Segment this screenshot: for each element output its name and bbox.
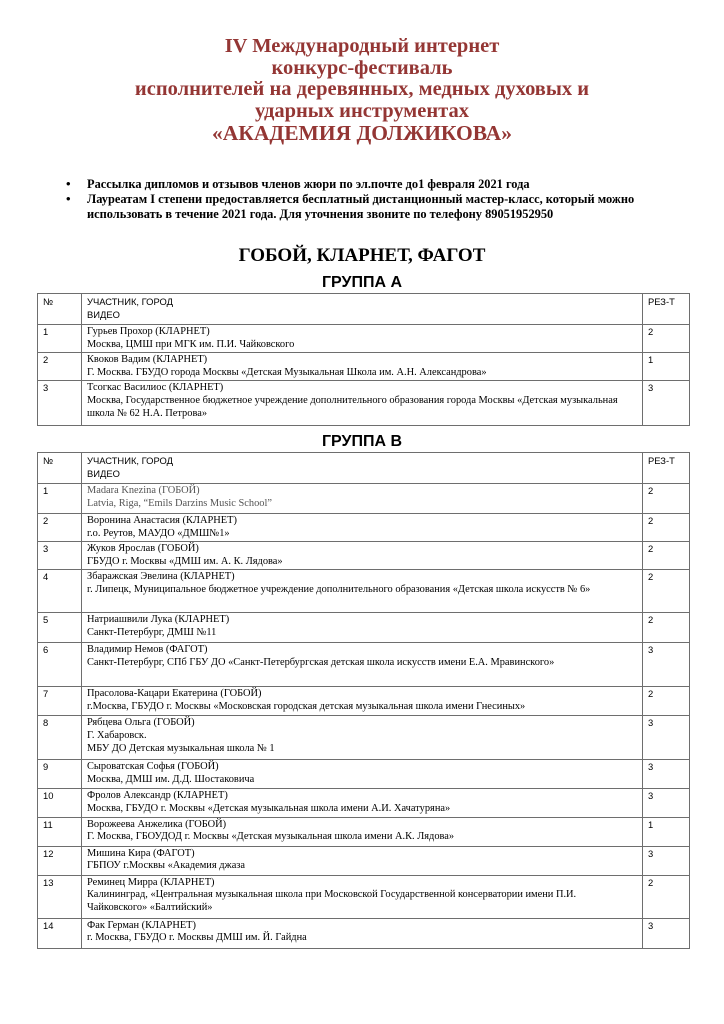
table-header-row <box>38 453 690 484</box>
row-num: 10 <box>38 789 82 817</box>
title-line: IV Международный интернет <box>224 35 500 57</box>
announcement-item: • Рассылка дипломов и отзывов членов жюри по эл.почте до1 февраля 2021 года <box>66 177 676 192</box>
title-academy-name: «АКАДЕМИЯ ДОЛЖИКОВА» <box>212 120 512 145</box>
row-result: 2 <box>643 484 690 514</box>
row-result: 2 <box>643 613 690 643</box>
row-participant: Сыроватская Софья (ГОБОЙ) Москва, ДМШ им. Д.Д. Шостаковича <box>82 760 643 789</box>
row-num: 11 <box>38 817 82 846</box>
row-num: 1 <box>38 325 82 353</box>
row-num: 2 <box>38 514 82 542</box>
table-row <box>38 484 690 514</box>
row-num: 2 <box>38 353 82 381</box>
row-num: 13 <box>38 875 82 918</box>
header-participant: УЧАСТНИК, ГОРОД ВИДЕО <box>82 453 643 484</box>
row-participant: Ворожеева Анжелика (ГОБОЙ) Г. Москва, ГБОУДОД г. Москвы «Детская музыкальная школа имени А.К. Лядова» <box>82 817 643 846</box>
table-row <box>38 687 690 716</box>
row-result: 3 <box>643 716 690 760</box>
row-result: 2 <box>643 570 690 613</box>
section-title: ГОБОЙ, КЛАРНЕТ, ФАГОТ <box>238 245 486 266</box>
header-num: № <box>38 294 82 325</box>
table-row <box>38 542 690 570</box>
table-row <box>38 643 690 687</box>
group-b-title: ГРУППА В <box>321 433 403 450</box>
row-participant: Фак Герман (КЛАРНЕТ) г. Москва, ГБУДО г. Москвы ДМШ им. Й. Гайдна <box>82 918 643 948</box>
title-line: ударных инструментах <box>254 100 470 123</box>
row-num: 4 <box>38 570 82 613</box>
row-participant: Жуков Ярослав (ГОБОЙ) ГБУДО г. Москвы «ДМШ им. А. К. Лядова» <box>82 542 643 570</box>
table-row <box>38 613 690 643</box>
row-participant: Воронина Анастасия (КЛАРНЕТ) г.о. Реутов, МАУДО «ДМШ№1» <box>82 514 643 542</box>
row-participant: Madara Knezina (ГОБОЙ) Latvia, Riga, “Emils Darzins Music School” <box>82 484 643 514</box>
row-num: 6 <box>38 643 82 687</box>
row-result: 2 <box>643 875 690 918</box>
table-row <box>38 789 690 817</box>
table-row <box>38 875 690 918</box>
row-participant: Рябцева Ольга (ГОБОЙ) Г. Хабаровск. МБУ ДО Детская музыкальная школа № 1 <box>82 716 643 760</box>
row-result: 2 <box>643 325 690 353</box>
table-row <box>38 514 690 542</box>
row-result: 2 <box>643 514 690 542</box>
row-participant: Прасолова-Кацари Екатерина (ГОБОЙ) г.Москва, ГБУДО г. Москвы «Московская городская детская музыкальная школа имени Гнесиных» <box>82 687 643 716</box>
row-num: 3 <box>38 542 82 570</box>
row-participant: Квоков Вадим (КЛАРНЕТ) Г. Москва. ГБУДО города Москвы «Детская Музыкальная Школа им. А.Н. Александрова» <box>82 353 643 381</box>
table-row <box>38 760 690 789</box>
header-result: РЕЗ-Т <box>643 294 690 325</box>
row-num: 14 <box>38 918 82 948</box>
row-result: 1 <box>643 817 690 846</box>
row-result: 2 <box>643 687 690 716</box>
row-participant: Тсогкас Василиос (КЛАРНЕТ) Москва, Государственное бюджетное учреждение дополнительного образования города Москвы «Детская музыкальная школа № 62 Н.А. Петрова» <box>82 381 643 426</box>
row-participant: Натриашвили Лука (КЛАРНЕТ) Санкт-Петербург, ДМШ №11 <box>82 613 643 643</box>
group-a-table <box>37 293 690 426</box>
row-num: 9 <box>38 760 82 789</box>
table-row <box>38 846 690 875</box>
table-row <box>38 817 690 846</box>
table-row <box>38 570 690 613</box>
announcement-item: • Лауреатам I степени предоставляется бесплатный дистанционный мастер-класс, который можно использовать в течение 2021 года. Для уточнения звоните по телефону 89051952950 <box>66 192 676 222</box>
row-num: 1 <box>38 484 82 514</box>
row-result: 1 <box>643 353 690 381</box>
announcements-list <box>66 177 676 221</box>
header-participant: УЧАСТНИК, ГОРОД ВИДЕО <box>82 294 643 325</box>
row-num: 8 <box>38 716 82 760</box>
table-row <box>38 353 690 381</box>
row-num: 3 <box>38 381 82 426</box>
row-result: 3 <box>643 760 690 789</box>
row-participant: Збаражская Эвелина (КЛАРНЕТ) г. Липецк, Муниципальное бюджетное учреждение дополнительного образования «Детская школа искусств № 6» <box>82 570 643 613</box>
table-row <box>38 381 690 426</box>
row-participant: Реминец Мирра (КЛАРНЕТ) Калининград, «Центральная музыкальная школа при Московской Государственной консерватории имени П.И. Чайковского» «Балтийский» <box>82 875 643 918</box>
group-b-table <box>37 452 690 949</box>
row-result: 3 <box>643 643 690 687</box>
title-line: конкурс-фестиваль <box>271 56 453 79</box>
header-result: РЕЗ-Т <box>643 453 690 484</box>
row-result: 2 <box>643 542 690 570</box>
table-header-row <box>38 294 690 325</box>
title-line: исполнителей на деревянных, медных духовых и <box>134 78 590 101</box>
table-row <box>38 325 690 353</box>
row-num: 12 <box>38 846 82 875</box>
row-result: 3 <box>643 846 690 875</box>
row-result: 3 <box>643 789 690 817</box>
row-participant: Фролов Александр (КЛАРНЕТ) Москва, ГБУДО г. Москвы «Детская музыкальная школа имени А.И. Хачатуряна» <box>82 789 643 817</box>
document-title <box>0 36 724 145</box>
row-num: 7 <box>38 687 82 716</box>
table-row <box>38 918 690 948</box>
row-participant: Владимир Немов (ФАГОТ) Санкт-Петербург, СПб ГБУ ДО «Санкт-Петербургская детская школа искусств имени Е.А. Мравинского» <box>82 643 643 687</box>
row-participant: Гурьев Прохор (КЛАРНЕТ) Москва, ЦМШ при МГК им. П.И. Чайковского <box>82 325 643 353</box>
row-result: 3 <box>643 918 690 948</box>
row-result: 3 <box>643 381 690 426</box>
row-num: 5 <box>38 613 82 643</box>
group-a-title: ГРУППА А <box>321 274 403 291</box>
table-row <box>38 716 690 760</box>
row-participant: Мишина Кира (ФАГОТ) ГБПОУ г.Москвы «Академия джаза <box>82 846 643 875</box>
header-num: № <box>38 453 82 484</box>
